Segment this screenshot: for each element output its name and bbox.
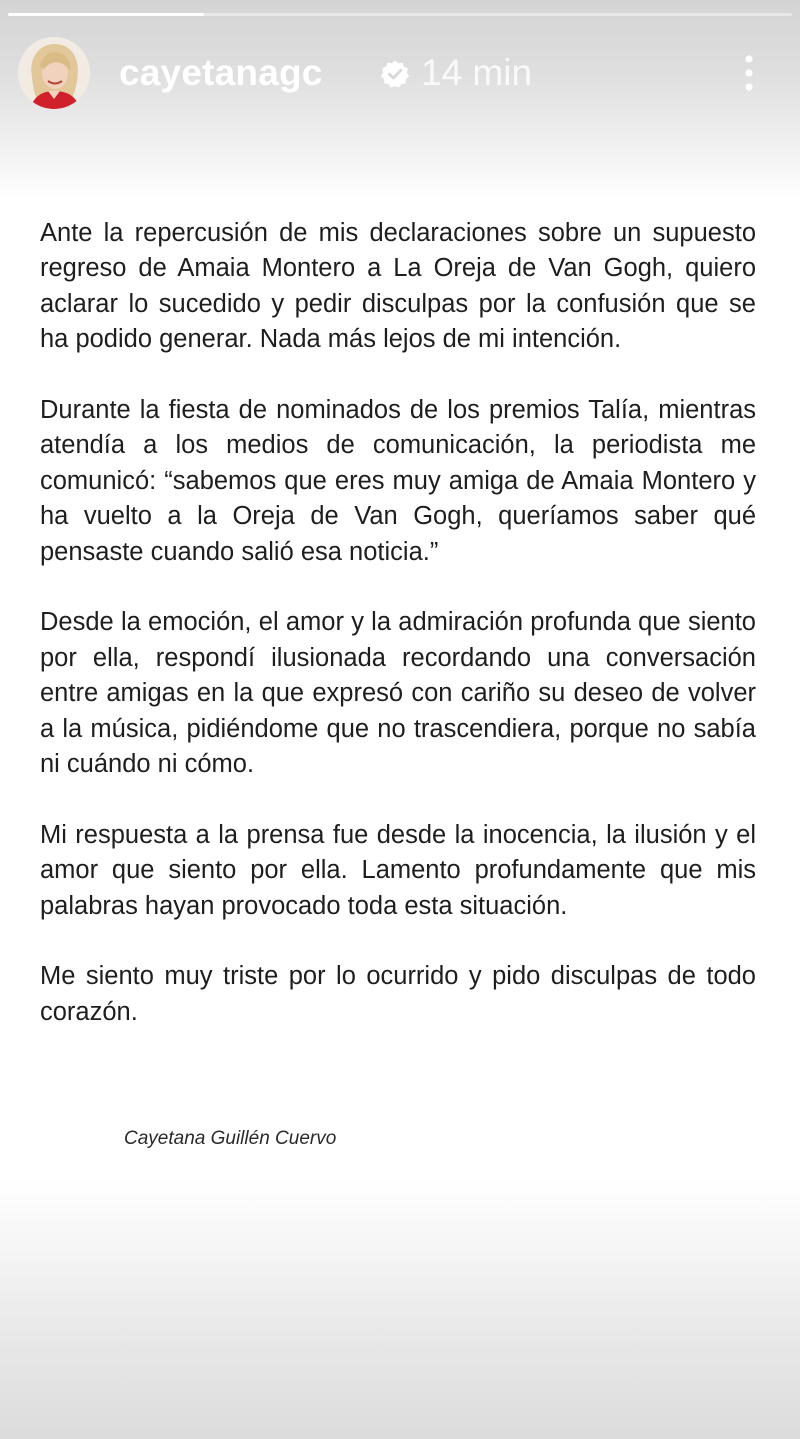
story-header — [18, 37, 782, 113]
story-progress-fill — [8, 13, 204, 16]
letter-signature: Cayetana Guillén Cuervo — [124, 1128, 337, 1149]
letter-paragraph: Ante la repercusión de mis declaraciones sobre un supuesto regreso de Amaia Montero a La Oreja de Van Gogh, quiero aclarar lo sucedido y pedir disculpas por la confusión que se ha podido generar. Nada más lejos de mi intención. — [40, 219, 756, 354]
letter-paragraph: Durante la fiesta de nominados de los premios Talía, mientras atendía a los medios de comunicación, la periodista me comunicó: “sabemos que eres muy amiga de Amaia Montero y ha vuelto a la Oreja de Van Gogh, queríamos saber qué pensaste cuando salió esa noticia.” — [40, 396, 756, 566]
avatar-image — [18, 37, 90, 109]
verified-badge-icon — [380, 59, 410, 89]
avatar[interactable] — [18, 37, 90, 109]
statement-letter — [40, 216, 756, 1066]
more-vertical-icon[interactable] — [734, 51, 764, 99]
username[interactable]: cayetanagc — [119, 52, 323, 93]
story-progress-bar — [8, 13, 792, 16]
bottom-gradient — [0, 1179, 800, 1439]
letter-paragraph: Me siento muy triste por lo ocurrido y pido disculpas de todo corazón. — [40, 962, 756, 1026]
letter-paragraph: Mi respuesta a la prensa fue desde la inocencia, la ilusión y el amor que siento por ella. Lamento profundamente que mis palabras hayan provocado toda esta situación. — [40, 820, 756, 920]
letter-paragraph: Desde la emoción, el amor y la admiración profunda que siento por ella, respondí ilusionada recordando una conversación entre amigas en la que expresó con cariño su deseo de volver a la música, pidiéndome que no trascendiera, porque no sabía ni cuándo ni cómo. — [40, 608, 756, 779]
post-timestamp: 14 min — [421, 52, 533, 93]
